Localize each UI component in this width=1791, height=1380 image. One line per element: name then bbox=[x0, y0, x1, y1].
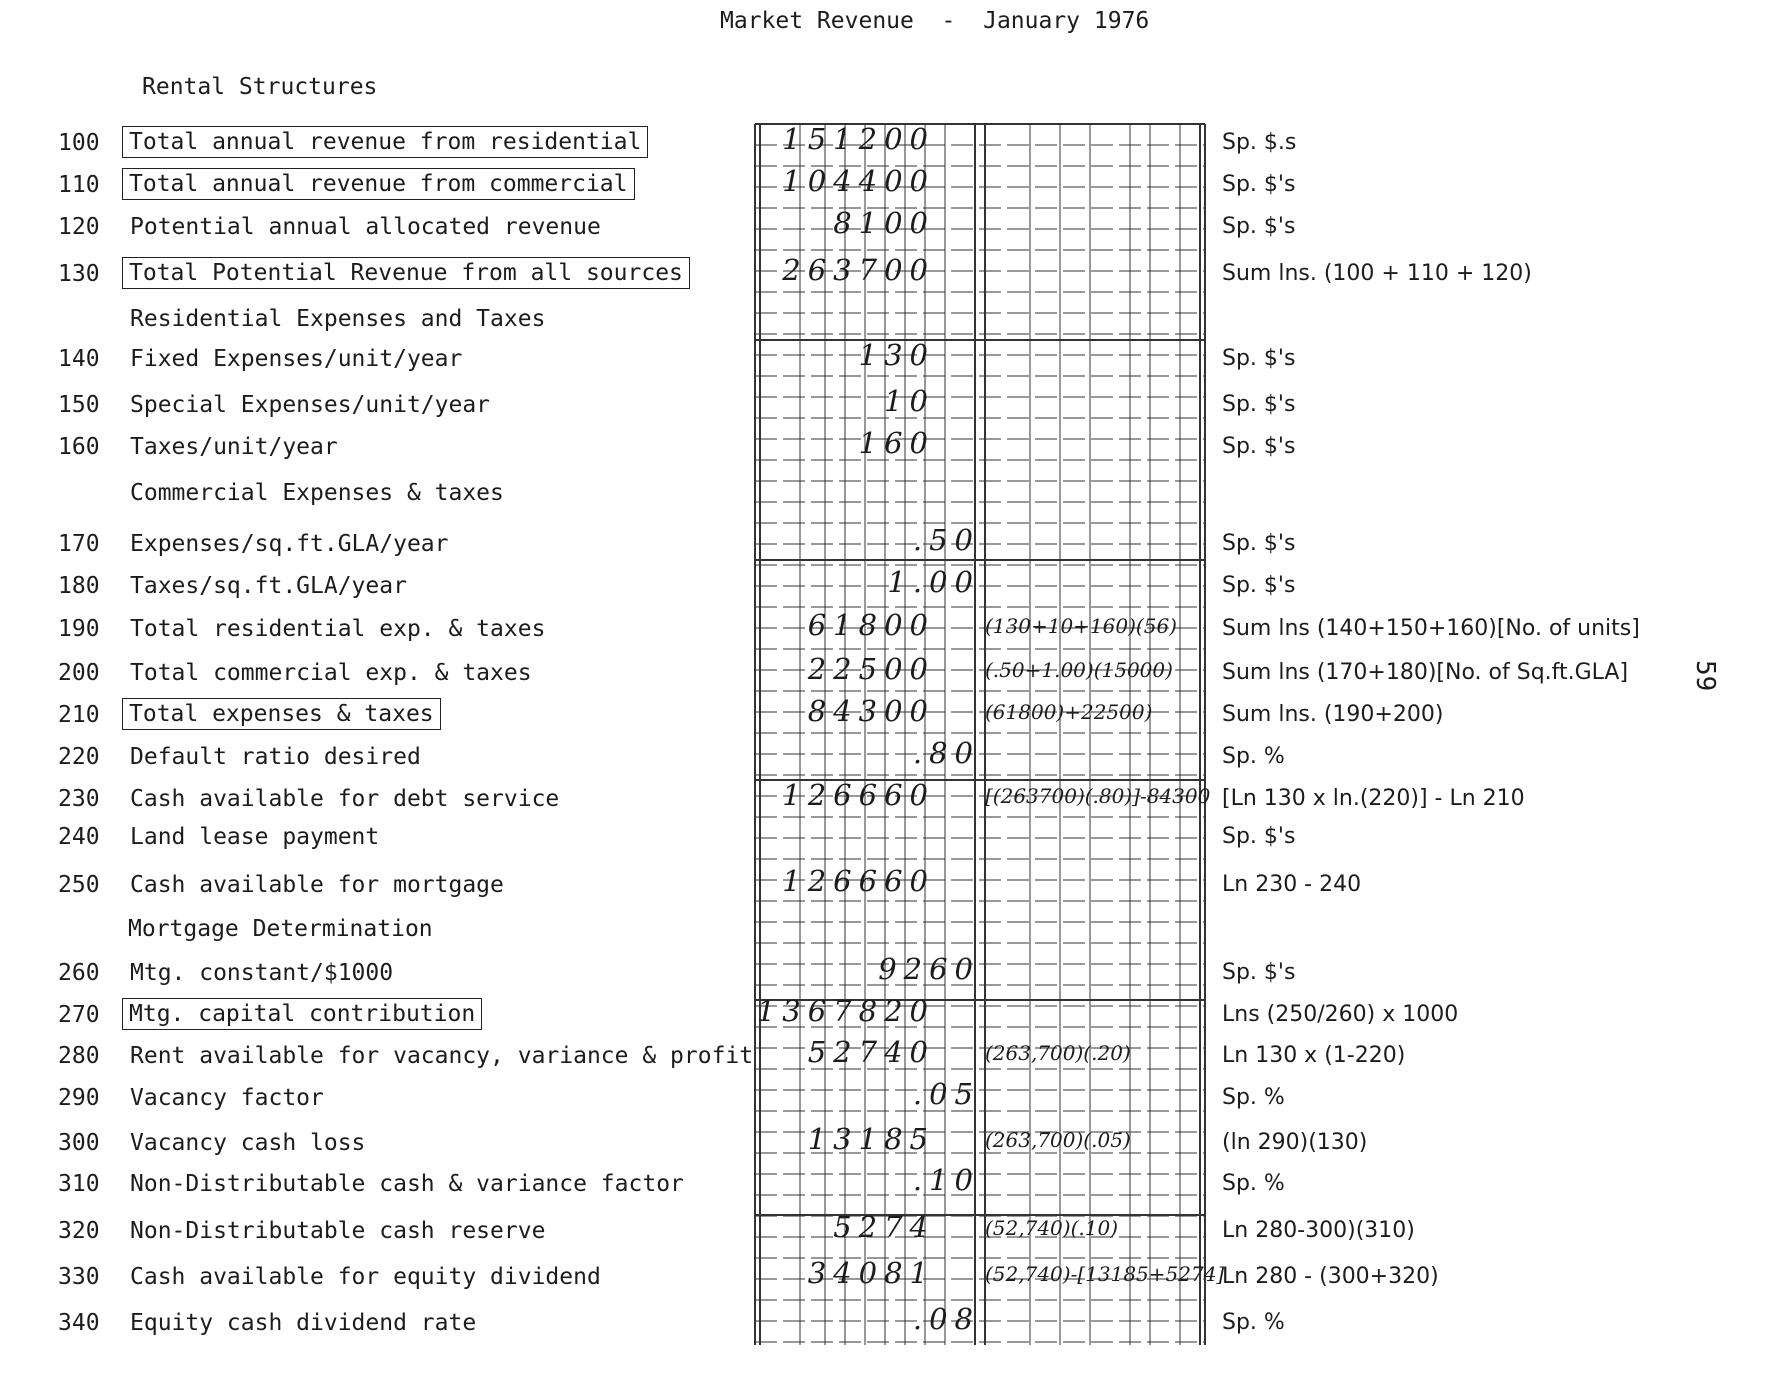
handwritten-value: 130 bbox=[858, 338, 935, 372]
source-note: Sp. % bbox=[1222, 744, 1285, 769]
line-label: Taxes/sq.ft.GLA/year bbox=[130, 573, 407, 599]
line-number: 320 bbox=[58, 1218, 100, 1244]
line-label: Total annual revenue from commercial bbox=[122, 168, 635, 200]
source-note: Sp. $'s bbox=[1222, 172, 1296, 197]
source-note: Sp. $'s bbox=[1222, 573, 1296, 598]
line-label: Cash available for mortgage bbox=[130, 872, 504, 898]
handwritten-worksheet: [(263700)(.80)]-84300 bbox=[985, 784, 1211, 808]
handwritten-value: .08 bbox=[912, 1302, 980, 1336]
handwritten-value: 61800 bbox=[807, 608, 935, 642]
source-note: Sp. $'s bbox=[1222, 824, 1296, 849]
handwritten-value: 34081 bbox=[807, 1256, 935, 1290]
line-label: Non-Distributable cash & variance factor bbox=[130, 1171, 684, 1197]
source-note: Sum lns (170+180)[No. of Sq.ft.GLA] bbox=[1222, 660, 1629, 685]
line-label: Cash available for equity dividend bbox=[130, 1264, 601, 1290]
line-label: Total Potential Revenue from all sources bbox=[122, 257, 690, 289]
handwritten-value: 22500 bbox=[807, 652, 935, 686]
line-number: 120 bbox=[58, 214, 100, 240]
line-number: 230 bbox=[58, 786, 100, 812]
line-label: Potential annual allocated revenue bbox=[130, 214, 601, 240]
line-number: 100 bbox=[58, 130, 100, 156]
source-note: Sp. % bbox=[1222, 1171, 1285, 1196]
line-label: Total expenses & taxes bbox=[122, 698, 441, 730]
line-label: Vacancy cash loss bbox=[130, 1130, 366, 1156]
line-number: 290 bbox=[58, 1085, 100, 1111]
source-note: Sp. $'s bbox=[1222, 960, 1296, 985]
line-label: Total residential exp. & taxes bbox=[130, 616, 546, 642]
handwritten-worksheet: (52,740)(.10) bbox=[985, 1216, 1118, 1240]
line-number: 340 bbox=[58, 1310, 100, 1336]
handwritten-value: 5274 bbox=[833, 1210, 935, 1244]
line-label: Fixed Expenses/unit/year bbox=[130, 346, 463, 372]
source-note: Sum lns. (190+200) bbox=[1222, 702, 1444, 727]
source-note: Sp. $'s bbox=[1222, 214, 1296, 239]
line-label: Total annual revenue from residential bbox=[122, 126, 648, 158]
handwritten-value: .05 bbox=[912, 1077, 980, 1111]
line-number: 190 bbox=[58, 616, 100, 642]
source-note: Sum lns (140+150+160)[No. of units] bbox=[1222, 616, 1640, 641]
page-title: Market Revenue - January 1976 bbox=[720, 8, 1150, 34]
line-number: 140 bbox=[58, 346, 100, 372]
handwritten-value: .80 bbox=[912, 736, 980, 770]
line-number: 180 bbox=[58, 573, 100, 599]
source-note: Sp. $'s bbox=[1222, 531, 1296, 556]
section-heading-mortgage: Mortgage Determination bbox=[128, 916, 433, 942]
line-label: Mtg. constant/$1000 bbox=[130, 960, 394, 986]
line-label: Cash available for debt service bbox=[130, 786, 560, 812]
handwritten-worksheet: (61800)+22500) bbox=[985, 700, 1153, 724]
line-number: 130 bbox=[58, 261, 100, 287]
handwritten-worksheet: (263,700)(.05) bbox=[985, 1128, 1131, 1152]
source-note: [Ln 130 x ln.(220)] - Ln 210 bbox=[1222, 786, 1525, 811]
line-label: Expenses/sq.ft.GLA/year bbox=[130, 531, 449, 557]
handwritten-value: 126660 bbox=[782, 778, 935, 812]
handwritten-value: 1.00 bbox=[887, 565, 980, 599]
source-note: Ln 130 x (1-220) bbox=[1222, 1043, 1406, 1068]
handwritten-worksheet: (52,740)-[13185+5274] bbox=[985, 1262, 1225, 1286]
source-note: Sp. % bbox=[1222, 1310, 1285, 1335]
line-label: Rent available for vacancy, variance & profit bbox=[130, 1043, 754, 1069]
line-label: Default ratio desired bbox=[130, 744, 421, 770]
source-note: Sp. $.s bbox=[1222, 130, 1297, 155]
line-label: Non-Distributable cash reserve bbox=[130, 1218, 546, 1244]
source-note: Sp. $'s bbox=[1222, 346, 1296, 371]
line-number: 220 bbox=[58, 744, 100, 770]
source-note: Ln 280 - (300+320) bbox=[1222, 1264, 1439, 1289]
section-heading-residential: Residential Expenses and Taxes bbox=[130, 306, 546, 332]
handwritten-value: 13185 bbox=[807, 1122, 935, 1156]
line-number: 210 bbox=[58, 702, 100, 728]
section-heading-rental: Rental Structures bbox=[142, 74, 378, 100]
source-note: (ln 290)(130) bbox=[1222, 1130, 1368, 1155]
line-number: 240 bbox=[58, 824, 100, 850]
line-number: 300 bbox=[58, 1130, 100, 1156]
handwritten-value: 10 bbox=[884, 384, 935, 418]
line-label: Special Expenses/unit/year bbox=[130, 392, 491, 418]
handwritten-value: 9260 bbox=[878, 952, 980, 986]
source-note: Sum lns. (100 + 110 + 120) bbox=[1222, 261, 1532, 286]
source-note: Lns (250/260) x 1000 bbox=[1222, 1002, 1459, 1027]
source-note: Ln 280-300)(310) bbox=[1222, 1218, 1415, 1243]
handwritten-value: .50 bbox=[912, 523, 980, 557]
line-number: 150 bbox=[58, 392, 100, 418]
handwritten-value: 1367820 bbox=[756, 994, 935, 1028]
line-number: 170 bbox=[58, 531, 100, 557]
line-number: 160 bbox=[58, 434, 100, 460]
source-note: Sp. % bbox=[1222, 1085, 1285, 1110]
line-number: 110 bbox=[58, 172, 100, 198]
handwritten-value: 8100 bbox=[833, 206, 935, 240]
section-heading-commercial: Commercial Expenses & taxes bbox=[130, 480, 504, 506]
handwritten-worksheet: (.50+1.00)(15000) bbox=[985, 658, 1173, 682]
source-note: Ln 230 - 240 bbox=[1222, 872, 1362, 897]
line-label: Taxes/unit/year bbox=[130, 434, 338, 460]
handwritten-value: 104400 bbox=[782, 164, 935, 198]
line-label: Vacancy factor bbox=[130, 1085, 324, 1111]
handwritten-value: 160 bbox=[858, 426, 935, 460]
line-number: 270 bbox=[58, 1002, 100, 1028]
handwritten-value: 52740 bbox=[807, 1035, 935, 1069]
handwritten-value: 84300 bbox=[807, 694, 935, 728]
handwritten-worksheet: (130+10+160)(56) bbox=[985, 614, 1177, 638]
line-label: Total commercial exp. & taxes bbox=[130, 660, 532, 686]
line-label: Mtg. capital contribution bbox=[122, 998, 482, 1030]
handwritten-worksheet: (263,700)(.20) bbox=[985, 1041, 1131, 1065]
handwritten-value: 151200 bbox=[782, 122, 935, 156]
source-note: Sp. $'s bbox=[1222, 434, 1296, 459]
line-number: 280 bbox=[58, 1043, 100, 1069]
line-number: 200 bbox=[58, 660, 100, 686]
line-number: 310 bbox=[58, 1171, 100, 1197]
line-label: Land lease payment bbox=[130, 824, 380, 850]
line-label: Equity cash dividend rate bbox=[130, 1310, 477, 1336]
source-note: Sp. $'s bbox=[1222, 392, 1296, 417]
handwritten-value: .10 bbox=[912, 1163, 980, 1197]
page-number: 59 bbox=[1690, 660, 1720, 692]
line-number: 260 bbox=[58, 960, 100, 986]
line-number: 250 bbox=[58, 872, 100, 898]
handwritten-value: 126660 bbox=[782, 864, 935, 898]
line-number: 330 bbox=[58, 1264, 100, 1290]
handwritten-value: 263700 bbox=[782, 253, 935, 287]
